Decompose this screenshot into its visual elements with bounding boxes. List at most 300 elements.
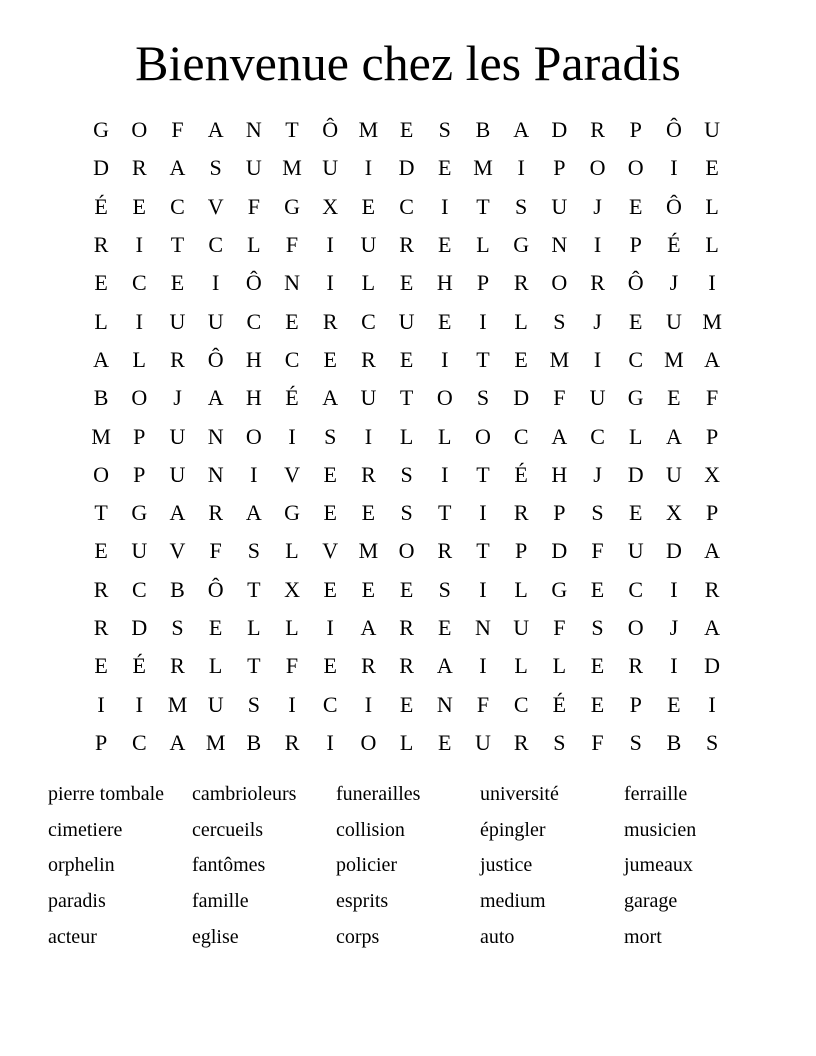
word-bank-item: fantômes xyxy=(192,854,266,877)
grid-letter: J xyxy=(593,461,602,487)
grid-letter: D xyxy=(665,538,682,564)
word-bank-item: paradis xyxy=(48,890,106,913)
grid-letter: S xyxy=(400,461,413,487)
grid-letter: F xyxy=(285,232,299,258)
word-bank-item: mort xyxy=(624,925,662,948)
word-bank-item: acteur xyxy=(48,925,97,948)
grid-letter: É xyxy=(667,232,681,258)
grid-letter: A xyxy=(551,423,568,449)
grid-letter: R xyxy=(590,270,605,296)
grid-row xyxy=(82,609,732,647)
grid-letter: T xyxy=(476,346,490,372)
grid-letter: J xyxy=(669,270,679,296)
grid-letter: U xyxy=(551,193,568,219)
grid-letter: T xyxy=(285,117,299,143)
grid-letter: R xyxy=(399,653,414,679)
grid-letter: I xyxy=(326,232,334,258)
grid-letter: E xyxy=(94,653,108,679)
grid-letter: O xyxy=(475,423,491,449)
grid-letter: E xyxy=(323,653,337,679)
grid-letter: L xyxy=(514,308,528,334)
grid-letter: T xyxy=(438,500,452,526)
grid-letter: D xyxy=(131,615,148,640)
grid-letter: P xyxy=(705,423,719,449)
word-bank-item: corps xyxy=(336,925,380,948)
word-bank-item: cambrioleurs xyxy=(192,783,297,805)
grid-letter: P xyxy=(553,500,566,526)
grid-letter: I xyxy=(288,691,296,717)
grid-letter: R xyxy=(322,308,338,334)
grid-letter: T xyxy=(170,232,185,258)
grid-letter: R xyxy=(399,615,414,640)
grid-letter: H xyxy=(245,385,262,411)
grid-letter: C xyxy=(361,308,376,334)
grid-letter: E xyxy=(399,117,414,143)
word-bank-item: ferraille xyxy=(624,783,688,805)
grid-letter: E xyxy=(399,270,414,296)
grid-letter: C xyxy=(513,423,529,449)
word-bank-item: eglise xyxy=(192,925,239,948)
grid-letter: X xyxy=(704,461,721,487)
grid-letter: E xyxy=(438,308,452,334)
grid-letter: L xyxy=(514,653,528,679)
grid-letter: L xyxy=(438,423,452,449)
grid-letter: E xyxy=(94,270,108,296)
grid-letter: M xyxy=(358,538,379,564)
grid-letter: E xyxy=(438,155,452,181)
word-bank-item: famille xyxy=(192,890,249,913)
grid-letter: A xyxy=(169,729,186,755)
grid-letter: S xyxy=(553,308,566,334)
grid-letter: L xyxy=(628,423,643,449)
grid-letter: I xyxy=(364,155,373,181)
grid-letter: Ô xyxy=(245,270,262,296)
grid-row xyxy=(82,264,732,302)
grid-letter: F xyxy=(591,729,604,755)
grid-letter: É xyxy=(285,385,299,411)
grid-letter: Ô xyxy=(207,346,224,372)
grid-letter: M xyxy=(167,691,188,717)
grid-letter: M xyxy=(473,155,493,181)
grid-letter: R xyxy=(93,576,109,602)
grid-letter: R xyxy=(513,500,529,526)
grid-letter: U xyxy=(665,461,682,487)
grid-letter: N xyxy=(475,615,491,640)
grid-letter: R xyxy=(628,653,644,679)
grid-letter: J xyxy=(173,385,182,411)
grid-letter: P xyxy=(705,500,719,526)
grid-letter: G xyxy=(551,576,568,602)
grid-letter: O xyxy=(93,461,110,487)
grid-letter: U xyxy=(589,385,606,411)
grid-letter: D xyxy=(513,385,530,411)
grid-letter: É xyxy=(132,653,146,679)
grid-letter: V xyxy=(207,193,224,219)
grid-letter: F xyxy=(285,653,299,679)
grid-letter: E xyxy=(208,615,223,640)
grid-letter: L xyxy=(552,653,567,679)
grid-letter: L xyxy=(399,729,414,755)
grid-letter: N xyxy=(436,691,453,717)
word-bank-item: épingler xyxy=(480,818,546,841)
grid-letter: D xyxy=(627,461,644,487)
grid-letter: U xyxy=(169,461,186,487)
word-bank-item: cimetiere xyxy=(48,818,123,841)
grid-letter: C xyxy=(131,576,147,602)
grid-letter: G xyxy=(284,193,300,219)
page-title: Bienvenue chez les Paradis xyxy=(135,35,681,91)
grid-letter: X xyxy=(284,576,300,602)
grid-letter: É xyxy=(514,461,528,487)
word-bank-item: pierre tombale xyxy=(48,783,165,805)
grid-letter: R xyxy=(284,729,300,755)
grid-letter: I xyxy=(670,155,678,181)
grid-letter: F xyxy=(209,538,222,564)
grid-letter: L xyxy=(705,232,719,258)
grid-letter: P xyxy=(629,232,642,258)
grid-letter: L xyxy=(399,423,414,449)
grid-letter: J xyxy=(669,615,679,640)
grid-letter: C xyxy=(628,346,644,372)
grid-letter: G xyxy=(93,117,110,143)
grid-letter: S xyxy=(629,729,642,755)
grid-letter: B xyxy=(170,576,185,602)
word-bank-item: garage xyxy=(624,890,678,913)
grid-letter: N xyxy=(207,423,224,449)
grid-letter: I xyxy=(441,193,449,219)
grid-letter: I xyxy=(708,691,716,717)
grid-letter: I xyxy=(135,691,143,717)
grid-letter: H xyxy=(436,270,453,296)
grid-letter: R xyxy=(93,232,109,258)
grid-letter: B xyxy=(666,729,682,755)
grid-row xyxy=(82,532,732,570)
grid-letter: R xyxy=(361,346,376,372)
grid-letter: I xyxy=(479,653,487,679)
grid-letter: I xyxy=(479,500,487,526)
grid-letter: A xyxy=(513,117,530,143)
grid-letter: I xyxy=(326,615,334,640)
grid-letter: V xyxy=(284,461,300,487)
word-bank-item: orphelin xyxy=(48,854,115,877)
grid-letter: E xyxy=(628,193,643,219)
grid-row xyxy=(82,456,732,494)
grid-letter: E xyxy=(438,729,452,755)
grid-letter: I xyxy=(708,270,716,296)
grid-letter: Ô xyxy=(665,117,682,143)
grid-letter: R xyxy=(361,653,376,679)
grid-letter: T xyxy=(476,538,490,564)
grid-letter: I xyxy=(135,232,143,258)
grid-letter: E xyxy=(399,346,414,372)
grid-letter: E xyxy=(399,691,414,717)
grid-letter: E xyxy=(514,346,528,372)
grid-letter: P xyxy=(133,461,146,487)
grid-letter: S xyxy=(705,729,719,755)
grid-letter: R xyxy=(131,155,147,181)
grid-letter: D xyxy=(704,653,721,679)
word-bank-item: cercueils xyxy=(192,818,264,841)
grid-letter: I xyxy=(517,155,525,181)
grid-letter: T xyxy=(476,461,490,487)
grid-letter: A xyxy=(245,500,262,526)
grid-letter: E xyxy=(667,385,681,411)
grid-letter: D xyxy=(398,155,415,181)
grid-letter: X xyxy=(322,193,339,219)
word-bank-item: auto xyxy=(480,925,515,948)
grid-letter: G xyxy=(627,385,644,411)
grid-letter: N xyxy=(207,461,224,487)
grid-letter: Ô xyxy=(207,576,224,602)
grid-letter: L xyxy=(94,308,108,334)
grid-letter: A xyxy=(704,346,721,372)
grid-letter: U xyxy=(704,117,721,143)
grid-letter: Ô xyxy=(322,117,339,143)
grid-letter: P xyxy=(629,117,642,143)
grid-letter: A xyxy=(169,500,186,526)
grid-letter: Ô xyxy=(627,270,644,296)
grid-letter: J xyxy=(593,193,602,219)
grid-letter: S xyxy=(209,155,222,181)
grid-letter: E xyxy=(628,308,643,334)
grid-row xyxy=(82,302,732,340)
grid-letter: C xyxy=(628,576,644,602)
grid-letter: O xyxy=(131,117,148,143)
grid-letter: G xyxy=(131,500,148,526)
grid-letter: S xyxy=(247,538,260,564)
grid-letter: L xyxy=(476,232,490,258)
grid-letter: E xyxy=(323,346,337,372)
grid-letter: F xyxy=(591,538,604,564)
word-bank-item: policier xyxy=(336,854,398,877)
grid-letter: O xyxy=(398,538,415,564)
grid-letter: B xyxy=(93,385,109,411)
grid-row xyxy=(82,685,732,723)
grid-letter: F xyxy=(705,385,719,411)
grid-letter: R xyxy=(361,461,376,487)
grid-letter: C xyxy=(322,691,338,717)
word-bank-item: musicien xyxy=(624,818,697,841)
grid-letter: M xyxy=(358,117,379,143)
grid-letter: A xyxy=(704,538,721,564)
grid-letter: E xyxy=(590,576,605,602)
grid-letter: F xyxy=(553,385,566,411)
word-bank-item: medium xyxy=(480,890,546,913)
grid-letter: J xyxy=(593,308,602,334)
grid-letter: R xyxy=(93,615,109,640)
grid-letter: U xyxy=(513,615,530,640)
grid-letter: P xyxy=(515,538,528,564)
grid-letter: L xyxy=(361,270,376,296)
grid-letter: L xyxy=(247,615,261,640)
grid-letter: S xyxy=(247,691,260,717)
grid-letter: F xyxy=(553,615,566,640)
grid-letter: F xyxy=(247,193,260,219)
grid-letter: E xyxy=(132,193,146,219)
grid-letter: E xyxy=(590,653,605,679)
grid-letter: L xyxy=(285,615,299,640)
grid-letter: I xyxy=(364,423,373,449)
grid-letter: C xyxy=(513,691,529,717)
grid-letter: L xyxy=(247,232,261,258)
word-bank-item: justice xyxy=(480,854,533,877)
grid-letter: I xyxy=(288,423,296,449)
grid-letter: I xyxy=(211,270,220,296)
grid-letter: A xyxy=(207,385,224,411)
grid-letter: E xyxy=(94,538,108,564)
grid-letter: U xyxy=(398,308,415,334)
grid-letter: A xyxy=(360,615,377,640)
grid-letter: P xyxy=(553,155,566,181)
grid-row xyxy=(82,494,732,532)
grid-letter: E xyxy=(705,155,719,181)
grid-letter: C xyxy=(208,232,223,258)
grid-letter: E xyxy=(628,500,643,526)
grid-row xyxy=(82,149,732,187)
grid-letter: R xyxy=(170,346,185,372)
grid-letter: E xyxy=(170,270,185,296)
word-bank-item: funerailles xyxy=(336,783,421,805)
grid-letter: U xyxy=(207,308,224,334)
grid-letter: V xyxy=(322,538,339,564)
grid-letter: I xyxy=(441,461,449,487)
grid-row xyxy=(82,188,732,226)
grid-letter: S xyxy=(553,729,566,755)
grid-letter: L xyxy=(132,346,146,372)
grid-row xyxy=(82,379,732,417)
grid-letter: R xyxy=(513,270,529,296)
grid-letter: U xyxy=(322,155,339,181)
grid-letter: S xyxy=(400,500,413,526)
grid-letter: M xyxy=(549,346,570,372)
grid-letter: H xyxy=(551,461,568,487)
grid-letter: N xyxy=(245,117,262,143)
grid-letter: R xyxy=(513,729,529,755)
grid-letter: C xyxy=(399,193,414,219)
grid-letter: I xyxy=(479,308,487,334)
grid-letter: E xyxy=(361,193,376,219)
grid-letter: P xyxy=(629,691,642,717)
grid-letter: A xyxy=(207,117,224,143)
grid-letter: N xyxy=(284,270,300,296)
grid-letter: R xyxy=(437,538,453,564)
grid-row xyxy=(82,647,732,685)
grid-letter: F xyxy=(476,691,490,717)
grid-row xyxy=(82,724,732,762)
grid-row xyxy=(82,571,732,609)
grid-letter: D xyxy=(551,538,568,564)
grid-letter: U xyxy=(207,691,224,717)
grid-letter: O xyxy=(551,270,568,296)
grid-letter: R xyxy=(208,500,223,526)
grid-letter: Ô xyxy=(665,193,682,219)
grid-letter: O xyxy=(436,385,453,411)
word-bank xyxy=(48,777,768,956)
grid-letter: H xyxy=(245,346,262,372)
grid-letter: S xyxy=(515,193,528,219)
grid-letter: U xyxy=(627,538,644,564)
grid-letter: P xyxy=(476,270,490,296)
grid-letter: A xyxy=(169,155,186,181)
grid-letter: T xyxy=(476,193,490,219)
grid-letter: T xyxy=(247,576,261,602)
grid-letter: I xyxy=(135,308,143,334)
grid-letter: E xyxy=(323,576,337,602)
grid-row xyxy=(82,226,732,264)
grid-letter: U xyxy=(475,729,491,755)
grid-letter: U xyxy=(169,308,186,334)
grid-letter: I xyxy=(593,232,602,258)
grid-letter: A xyxy=(436,653,453,679)
letter-grid xyxy=(82,111,732,762)
grid-letter: E xyxy=(667,691,681,717)
grid-letter: I xyxy=(670,653,678,679)
grid-letter: T xyxy=(247,653,261,679)
grid-letter: U xyxy=(169,423,186,449)
grid-letter: B xyxy=(246,729,262,755)
grid-letter: E xyxy=(590,691,605,717)
grid-letter: G xyxy=(513,232,530,258)
grid-letter: D xyxy=(93,155,110,181)
grid-letter: S xyxy=(591,500,604,526)
grid-letter: R xyxy=(590,117,605,143)
grid-letter: C xyxy=(131,270,147,296)
grid-letter: L xyxy=(285,538,299,564)
grid-letter: L xyxy=(208,653,223,679)
grid-letter: S xyxy=(438,117,451,143)
grid-letter: I xyxy=(441,346,449,372)
grid-letter: E xyxy=(285,308,299,334)
grid-letter: S xyxy=(438,576,451,602)
grid-letter: O xyxy=(627,155,644,181)
grid-letter: A xyxy=(665,423,682,449)
grid-letter: T xyxy=(399,385,414,411)
grid-letter: M xyxy=(702,308,722,334)
grid-row xyxy=(82,341,732,379)
word-bank-item: université xyxy=(480,783,559,805)
grid-letter: I xyxy=(326,270,334,296)
grid-letter: D xyxy=(551,117,568,143)
grid-letter: E xyxy=(361,500,376,526)
grid-letter: U xyxy=(665,308,682,334)
grid-letter: E xyxy=(438,232,452,258)
grid-letter: I xyxy=(670,576,678,602)
grid-letter: É xyxy=(552,691,567,717)
grid-row xyxy=(82,417,732,455)
grid-letter: É xyxy=(94,193,108,219)
grid-letter: M xyxy=(664,346,684,372)
grid-row xyxy=(82,111,732,149)
word-bank-item: collision xyxy=(336,818,405,841)
grid-letter: M xyxy=(91,423,111,449)
grid-letter: C xyxy=(246,308,262,334)
grid-letter: R xyxy=(399,232,414,258)
grid-letter: C xyxy=(170,193,185,219)
grid-letter: C xyxy=(284,346,300,372)
grid-letter: P xyxy=(94,729,108,755)
grid-letter: F xyxy=(171,117,184,143)
grid-letter: C xyxy=(131,729,147,755)
grid-letter: L xyxy=(705,193,719,219)
grid-letter: S xyxy=(591,615,604,640)
grid-letter: X xyxy=(665,500,682,526)
grid-letter: S xyxy=(171,615,184,640)
grid-letter: O xyxy=(589,155,606,181)
grid-letter: I xyxy=(326,729,334,755)
grid-letter: A xyxy=(322,385,339,411)
grid-letter: I xyxy=(364,691,373,717)
grid-letter: G xyxy=(284,500,300,526)
